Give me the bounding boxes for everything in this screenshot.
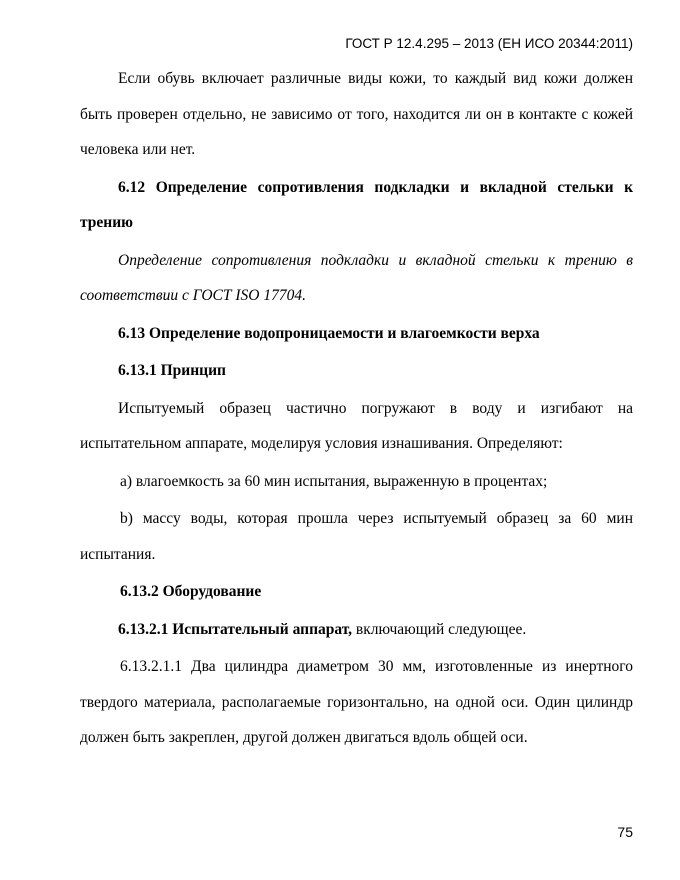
- list-item-a: а) влагоемкость за 60 мин испытания, выраженную в процентах;: [120, 472, 548, 490]
- heading-6-13-2-1-rest: включающий следующее.: [352, 620, 527, 638]
- paragraph-6-13-2-1-1: 6.13.2.1.1 Два цилиндра диаметром 30 мм, изготовленные из инертного твердого материала, располагаемые горизонтально, на одной оси. Один цилиндр должен быть закреплен, другой должен двигаться вдоль общей оси.: [80, 658, 633, 746]
- list-item-b: b) массу воды, которая прошла через испытуемый образец за 60 мин испытания.: [80, 510, 633, 563]
- section-heading-6-12: 6.12 Определение сопротивления подкладки и вкладной стельки к трению: [80, 178, 633, 231]
- paragraph-6-13-2-1: [80, 612, 633, 648]
- paragraph-6-13-1: Испытуемый образец частично погружают в воду и изгибают на испытательном аппарате, моделируя условия изнашивания. Определяют:: [80, 399, 633, 452]
- document-body: [80, 61, 633, 756]
- paragraph-leather-types: Если обувь включает различные виды кожи, то каждый вид кожи должен быть проверен отдельно, не зависимо от того, находится ли он в контакте с кожей человека или нет.: [80, 70, 633, 158]
- section-heading-6-13-2: 6.13.2 Оборудование: [120, 583, 262, 600]
- heading-6-13-2-1-bold: 6.13.2.1 Испытательный аппарат,: [118, 620, 353, 638]
- document-header: ГОСТ Р 12.4.295 – 2013 (ЕН ИСО 20344:2011): [345, 36, 633, 51]
- paragraph-6-12: Определение сопротивления подкладки и вкладной стельки к трению в соответствии с ГОСТ ISO 17704.: [80, 251, 633, 304]
- section-heading-6-13-1: 6.13.1 Принцип: [118, 362, 226, 379]
- page-number: 75: [617, 824, 633, 840]
- section-heading-6-13: 6.13 Определение водопроницаемости и влагоемкости верха: [118, 324, 540, 342]
